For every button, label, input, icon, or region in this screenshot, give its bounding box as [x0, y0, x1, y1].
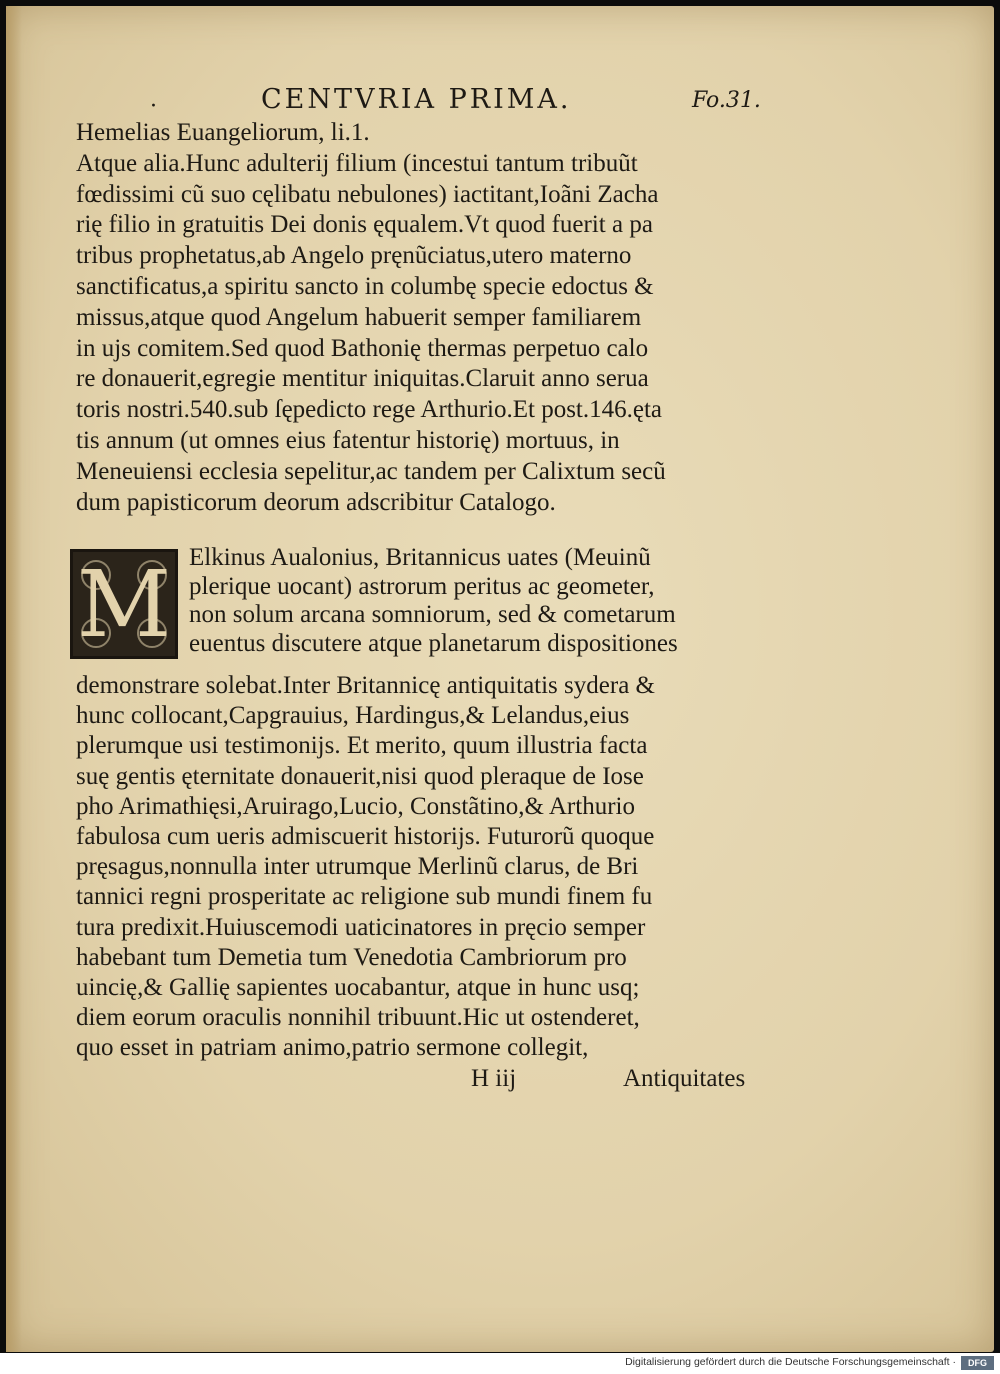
text-line: fabulosa cum ueris admiscuerit historijs. Futurorũ quoque	[76, 823, 655, 850]
catchword: Antiquitates	[623, 1065, 746, 1092]
text-line: uincię,& Gallię sapientes uocabantur, atque in hunc usq;	[76, 974, 640, 1001]
text-line: Meneuiensi ecclesia sepelitur,ac tandem per Calixtum secũ	[76, 457, 666, 485]
text-line: in ujs comitem.Sed quod Bathonię thermas perpetuo calo	[76, 334, 649, 362]
text-line: fœdissimi cũ suo cęlibatu nebulones) iactitant,Ioãni Zacha	[76, 180, 659, 208]
text-line: tribus prophetatus,ab Angelo pręnũciatus,utero materno	[76, 242, 632, 270]
text-line: non solum arcana somniorum, sed & cometarum	[189, 601, 676, 628]
text-line: tura predixit.Huiuscemodi uaticinatores in pręcio semper	[76, 913, 646, 941]
page-fold-shadow	[6, 6, 22, 1352]
initial-letter: M	[76, 550, 172, 658]
text-line: hunc collocant,Capgrauius, Hardingus,& Lelandus,eius	[76, 702, 630, 730]
text-line: missus,atque quod Angelum habuerit semper familiarem	[76, 303, 642, 331]
text-line: quo esset in patriam animo,patrio sermone collegit,	[76, 1034, 589, 1062]
text-line: habebant tum Demetia tum Venedotia Cambriorum pro	[76, 943, 627, 971]
dfg-logo: DFG	[961, 1356, 994, 1370]
text-line: euentus discutere atque planetarum dispositiones	[189, 629, 678, 657]
text-line: Elkinus Aualonius, Britannicus uates (Meuinũ	[189, 544, 651, 571]
text-line: dum papisticorum deorum adscribitur Catalogo.	[76, 488, 556, 516]
text-line: tis annum (ut omnes eius fatentur historię) mortuus, in	[76, 427, 620, 454]
text-line: plerique uocant) astrorum peritus ac geometer,	[189, 572, 655, 600]
funding-credit: Digitalisierung gefördert durch die Deutsche Forschungsgemeinschaft ·	[625, 1356, 956, 1368]
text-line: re donauerit,egregie mentitur iniquitas.Claruit anno serua	[76, 365, 649, 393]
text-line: demonstrare solebat.Inter Britannicę antiquitatis sydera &	[76, 672, 655, 699]
running-head-dot: ·	[150, 94, 157, 119]
text-line: suę gentis ęternitate donauerit,nisi quod pleraque de Iose	[76, 762, 644, 790]
running-head: CENTVRIA PRIMA.	[261, 84, 572, 115]
text-line: toris nostri.540.sub ſępedicto rege Arthurio.Et post.146.ęta	[76, 396, 663, 424]
text-line: plerumque usi testimonijs. Et merito, quum illustria facta	[76, 732, 648, 760]
decorated-initial	[70, 549, 178, 659]
text-line: tannici regni prosperitate ac religione sub mundi finem fu	[76, 883, 653, 911]
text-line: diem eorum oraculis nonnihil tribuunt.Hic ut ostenderet,	[76, 1004, 640, 1032]
catchword-signature: H iij	[471, 1065, 517, 1092]
folio-number: Fo.31.	[692, 88, 761, 113]
footer-bar	[0, 1353, 1000, 1374]
text-line: Atque alia.Hunc adulterij filium (incestui tantum tribuũt	[76, 149, 638, 177]
text-line: rię filio in gratuitis Dei donis ęqualem.Vt quod fuerit a pa	[76, 211, 653, 239]
text-line: pho Arimathięsi,Aruirago,Lucio, Constãtino,& Arthurio	[76, 792, 635, 820]
text-line: Hemelias Euangeliorum, li.1.	[76, 119, 370, 146]
scanned-page	[6, 6, 994, 1352]
text-line: sanctificatus,a spiritu sancto in columbę specie edoctus &	[76, 273, 654, 300]
text-line: pręsagus,nonnulla inter utrumque Merlinũ clarus, de Bri	[76, 853, 639, 881]
